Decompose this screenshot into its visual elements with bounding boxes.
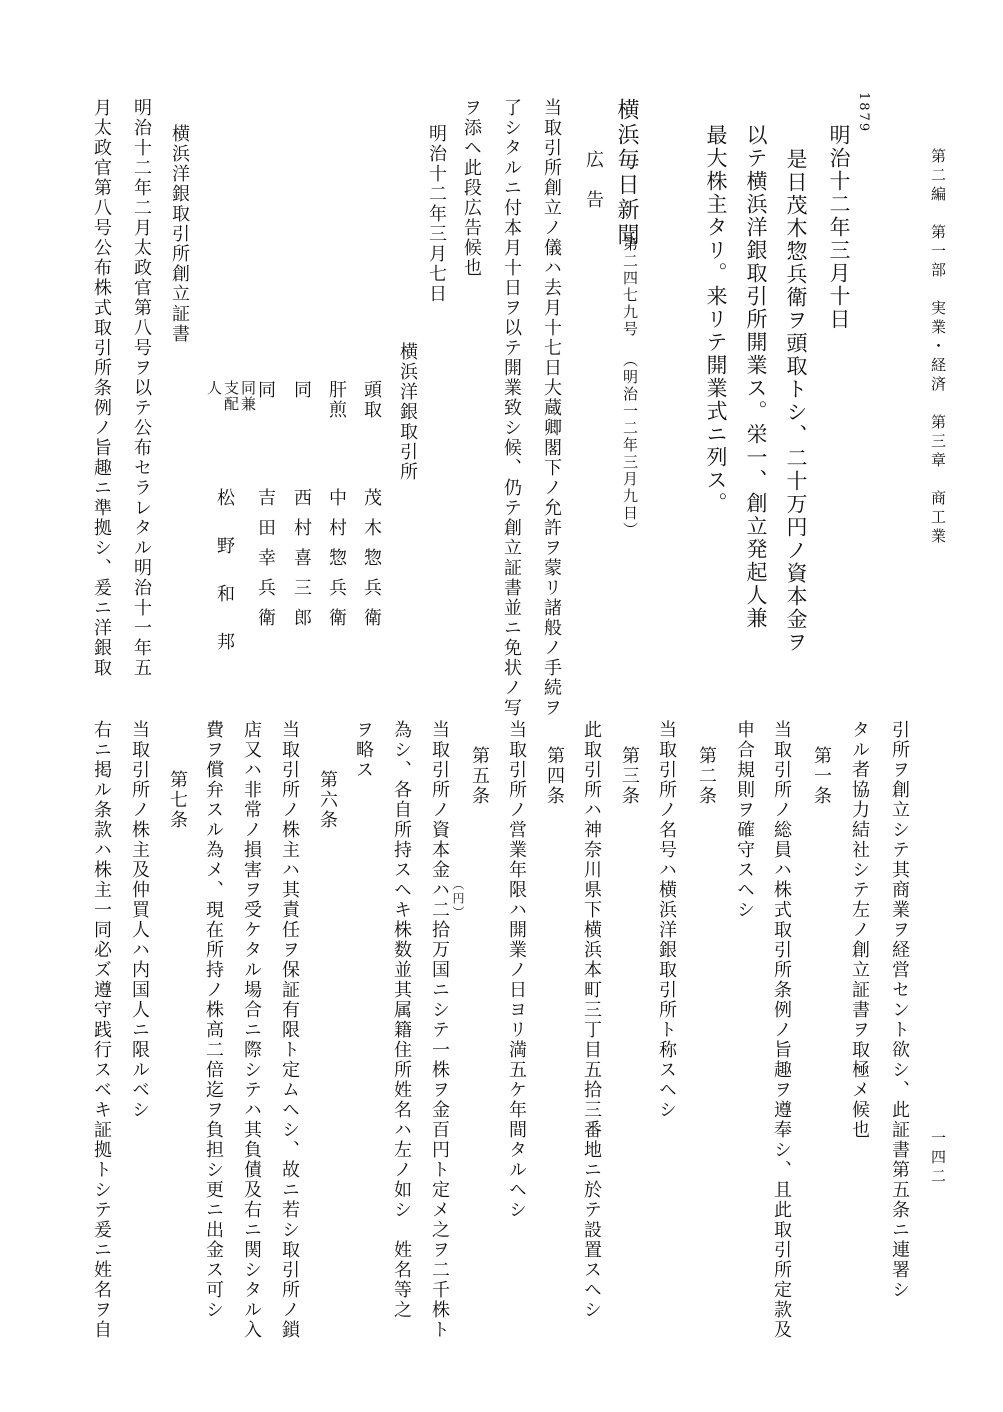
article-7-line-2: 右ニ掲ル条款ハ株主一同必ズ遵守践行スベキ証拠トシテ爰ニ姓名ヲ自 [91,720,112,1340]
article-2-line-1: 当取引所ノ名号ハ横浜洋銀取引所ト称スヘシ [656,720,677,1120]
article-6-line-3: 費ヲ償弁スル為メ、現在所持ノ株高二倍迄ヲ負担シ更ニ出金ス可シ [203,720,224,1320]
advert-org: 横浜洋銀取引所 [397,342,418,482]
article-4-line-1: 当取引所ノ営業年限ハ開業ノ日ヨリ満五ケ年間タルヘシ [506,720,527,1220]
article-6-line-1: 当取引所ノ株主ハ其責任ヲ保証有限ト定ムヘシ、故ニ若シ取引所ノ鎖 [279,720,300,1340]
article-3-heading: 第三条 [619,746,640,806]
article-4-heading: 第四条 [544,746,565,806]
article-5-line-2: 為シ、各自所持スヘキ株数並其属籍住所姓名ハ左ノ如シ 姓名等之 [391,720,412,1320]
article-3-line-1: 此取引所ハ神奈川県下横浜本町三丁目五拾三番地ニ於テ設置スヘシ [581,720,602,1320]
entry-line-2: 以テ横浜洋銀取引所開業ス。栄一、創立発起人兼 [744,124,768,630]
entry-line-1: 是日茂木惣兵衛ヲ頭取トシ、二十万円ノ資本金ヲ [784,148,808,654]
advert-heading: 広 告 [583,150,604,210]
article-5-line-3: ヲ略ス [353,720,374,780]
signatory-role-5: 同兼支配人 [205,380,257,412]
article-1-heading: 第一条 [811,746,832,806]
running-title: 第二編 第一部 実業・経済 第三章 商工業 [929,148,947,547]
advert-body-2: 了シタルニ付本月十日ヲ以テ開業致シ候、仍テ創立証書並ニ免状ノ写 [501,98,522,718]
article-2-heading: 第二条 [696,746,717,806]
article-5-line-1: 当取引所ノ資本金ハ二拾万国ニシテ一株ヲ金百円ト定メ之ヲ二千株ト [429,720,450,1340]
advert-date: 明治十二年三月七日 [426,124,447,304]
page-number: 一四二 [929,1130,947,1187]
signatory-name-3: 西村喜三郎 [291,488,312,638]
signatory-name-5: 松野和邦 [214,488,235,680]
article-7-line-1: 当取引所ノ株主及仲買人ハ内国人ニ限ルベシ [129,720,150,1120]
entry-year: 1879 [856,92,871,134]
newspaper-issue-date: （明治一二年三月九日） [621,352,639,539]
signatory-name-1: 茂木惣兵衛 [361,488,382,638]
article-6-heading: 第六条 [317,770,338,830]
newspaper-name: 横浜毎日新聞 [614,98,639,248]
article-1-line-1: 当取引所ノ総員ハ株式取引所条例ノ旨趣ヲ遵奉シ、且此取引所定款及 [771,720,792,1340]
advert-body-1: 当取引所創立ノ儀ハ去月十七日大蔵卿閣下ノ允許ヲ蒙リ諸般ノ手続ヲ [541,98,562,718]
signatory-name-2: 中村惣兵衛 [326,488,347,638]
signatory-role-1: 頭取 [361,380,382,420]
signatory-role-2: 肝煎 [326,380,347,420]
entry-date: 明治十二年三月十日 [827,124,851,331]
article-6-line-2: 店又ハ非常ノ損害ヲ受ケタル場合ニ際シテハ其負債及右ニ関シタル入 [241,720,262,1340]
article-5-annotation: （円） [451,878,465,920]
entry-line-3: 最大株主タリ。来リテ開業式ニ列ス。 [704,124,728,515]
article-1-line-2: 申合規則ヲ確守スヘシ [734,720,755,920]
signatory-role-3: 同 [291,380,312,400]
certificate-preamble-3: 引所ヲ創立シテ其商業ヲ経営セント欲シ、此証書第五条ニ連署シ [889,720,910,1300]
advert-body-3: ヲ添ヘ此段広告候也 [461,98,482,278]
certificate-preamble-4: タル者協力結社シテ左ノ創立証書ヲ取極メ候也 [849,720,870,1140]
signatory-role-4: 同 [255,380,276,400]
article-5-heading: 第五条 [469,746,490,806]
signatory-name-4: 吉田幸兵衛 [255,488,276,638]
certificate-preamble-1: 明治十二年二月太政官第八号ヲ以テ公布セラレタル明治十一年五 [131,98,152,678]
newspaper-issue: 第二四七九号 [621,236,639,338]
certificate-preamble-2: 月太政官第八号公布株式取引所条例ノ旨趣ニ準拠シ、爰ニ洋銀取 [91,98,112,678]
certificate-title: 横浜洋銀取引所創立証書 [169,124,190,344]
article-7-heading: 第七条 [167,770,188,830]
